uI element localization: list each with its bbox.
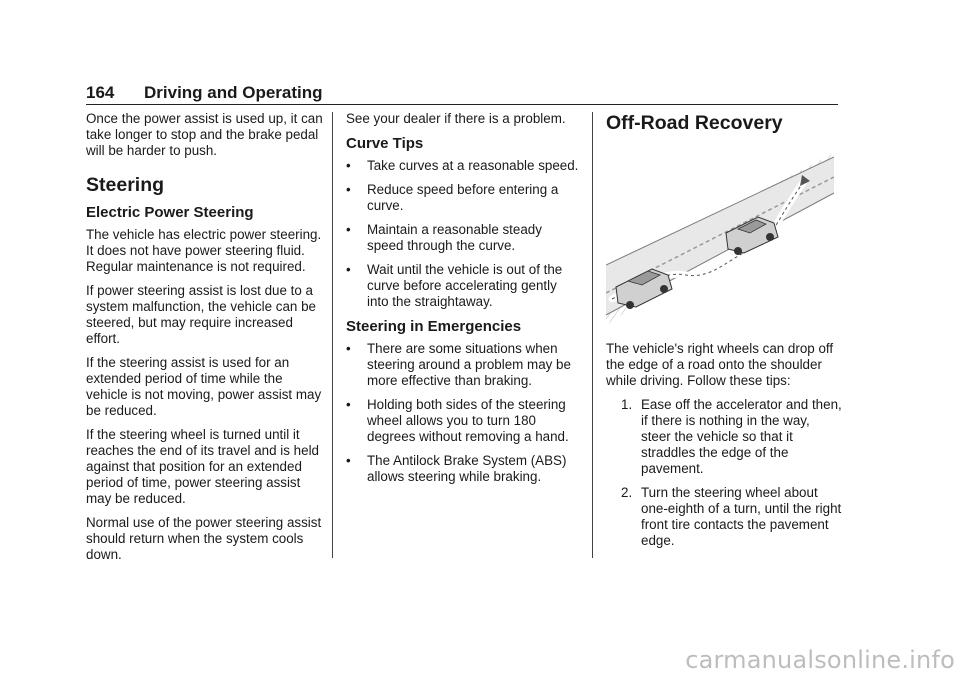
bullet-icon: • (346, 158, 351, 173)
off-road-recovery-illustration (606, 153, 834, 325)
column-divider-1 (332, 112, 333, 558)
section-title: Driving and Operating (144, 83, 323, 102)
off-road-intro: The vehicle's right wheels can drop off the edge of a road onto the shoulder while driving. Follow these tips: (606, 341, 834, 388)
paragraph: If power steering assist is lost due to a system malfunction, the vehicle can be steered, but may require increased effort. (86, 283, 316, 346)
steering-emergencies-heading: Steering in Emergencies (346, 318, 522, 335)
paragraph: If the steering wheel is turned until it reaches the end of its travel and is held against that position for an extended period of time, power steering assist may be reduced. (86, 427, 319, 506)
curve-tips-list (346, 158, 582, 310)
page-header (86, 83, 840, 103)
list-item: • There are some situations when steering around a problem may be more effective than braking. (346, 341, 571, 388)
list-item: 2. Turn the steering wheel about one-eighth of a turn, until the right front tire contacts the pavement edge. (621, 485, 842, 548)
paragraph: The vehicle has electric power steering. It does not have power steering fluid. Regular maintenance is not required. (86, 227, 322, 274)
steering-heading: Steering (86, 174, 165, 196)
list-item: • Wait until the vehicle is out of the curve before accelerating gently into the straightaway. (346, 262, 563, 309)
column-1 (86, 111, 326, 571)
column-2 (346, 111, 582, 493)
header-rule (86, 104, 838, 105)
bullet-icon: • (346, 182, 351, 197)
power-assist-note: Once the power assist is used up, it can take longer to stop and the brake pedal will be harder to push. (86, 111, 323, 158)
list-item: • Maintain a reasonable steady speed through the curve. (346, 222, 542, 253)
bullet-icon: • (346, 453, 351, 468)
bullet-icon: • (346, 222, 351, 237)
column-divider-2 (592, 112, 593, 558)
column-3 (606, 111, 842, 557)
list-item: • The Antilock Brake System (ABS) allows steering while braking. (346, 453, 567, 484)
watermark: carmanualsonline.info (685, 646, 955, 674)
list-item: • Holding both sides of the steering wheel allows you to turn 180 degrees without removing a hand. (346, 397, 569, 444)
list-item: • Take curves at a reasonable speed. (346, 158, 579, 173)
page-number: 164 (86, 83, 115, 102)
bullet-icon: • (346, 397, 351, 412)
dealer-note: See your dealer if there is a problem. (346, 111, 566, 126)
paragraph: If the steering assist is used for an extended period of time while the vehicle is not moving, power assist may be reduced. (86, 355, 322, 418)
curve-tips-heading: Curve Tips (346, 135, 424, 152)
recovery-steps-list (606, 397, 842, 549)
paragraph: Normal use of the power steering assist should return when the system cools down. (86, 515, 322, 562)
off-road-recovery-heading: Off-Road Recovery (606, 112, 783, 134)
list-item: 1. Ease off the accelerator and then, if there is nothing in the way, steer the vehicle so that it straddles the edge of the pavement. (621, 397, 842, 476)
emergency-tips-list (346, 341, 582, 485)
electric-power-steering-heading: Electric Power Steering (86, 204, 254, 221)
bullet-icon: • (346, 341, 351, 356)
bullet-icon: • (346, 262, 351, 277)
list-item: • Reduce speed before entering a curve. (346, 182, 559, 213)
